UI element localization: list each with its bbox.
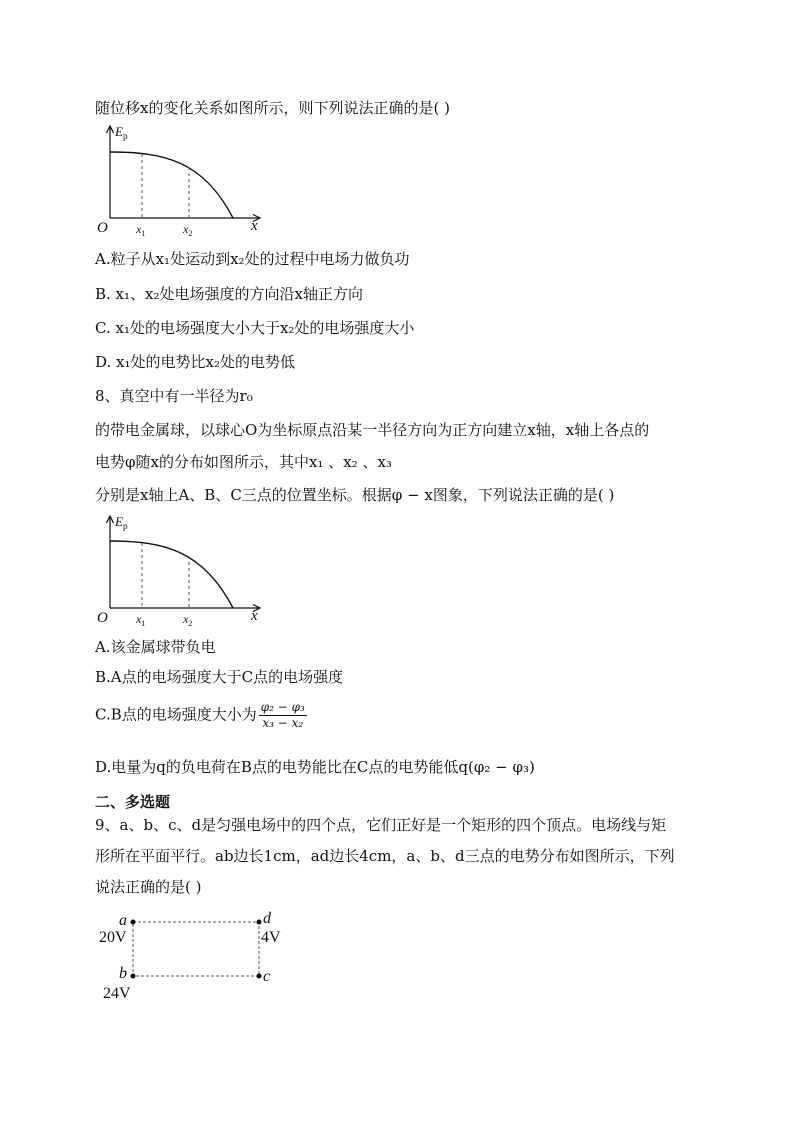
- x-axis-label: x: [251, 218, 258, 234]
- point-d: [257, 920, 262, 925]
- q7-option-b: B. x₁、x₂处电场强度的方向沿x轴正方向: [95, 285, 363, 303]
- fraction-denominator: x₃ − x₂: [262, 716, 304, 730]
- q7-option-c: C. x₁处的电场强度大小大于x₂处的电场强度大小: [95, 319, 415, 337]
- x2-label: $x_2$: [183, 612, 193, 628]
- y-axis-label: $E_p$: [115, 124, 128, 141]
- point-a: [131, 920, 136, 925]
- label-a: a: [119, 912, 127, 929]
- q8-option-b: B.A点的电场强度大于C点的电场强度: [95, 668, 344, 686]
- q7-option-d: D. x₁处的电势比x₂处的电势低: [95, 353, 295, 371]
- label-b: b: [119, 965, 127, 982]
- q9-stem-1: 9、a、b、c、d是匀强电场中的四个点，它们正好是一个矩形的四个顶点。电场线与矩: [95, 816, 667, 834]
- x2-label: $x_2$: [183, 222, 193, 238]
- dashed-rectangle: [133, 922, 259, 976]
- q7-ep-x-graph: [88, 120, 278, 240]
- q9-stem-2: 形所在平面平行。ab边长1cm，ad边长4cm，a、b、d三点的电势分布如图所示，下列: [95, 847, 675, 865]
- q8-option-d: D.电量为q的负电荷在B点的电势能比在C点的电势能低q(φ₂ − φ₃): [95, 758, 535, 776]
- ep-curve: [110, 541, 233, 608]
- point-b: [131, 974, 136, 979]
- origin-label: O: [97, 610, 108, 626]
- q8-option-c-fraction: [259, 700, 307, 731]
- q9-stem-3: 说法正确的是( ): [95, 878, 202, 896]
- q8-option-c-prefix: C.B点的电场强度大小为: [95, 705, 257, 724]
- y-axis-label: $E_p$: [115, 514, 128, 531]
- q8-stem-2: 的带电金属球，以球心O为坐标原点沿某一半径方向为正方向建立x轴，x轴上各点的: [95, 421, 650, 439]
- point-c: [257, 974, 262, 979]
- q7-stem: 随位移x的变化关系如图所示，则下列说法正确的是( ): [95, 99, 450, 117]
- label-d-voltage: 4V: [261, 929, 281, 946]
- ep-curve: [110, 152, 233, 218]
- fraction-numerator: φ₂ − φ₃: [260, 700, 305, 714]
- q8-stem-4: 分别是x轴上A、B、C三点的位置坐标。根据φ − x图象，下列说法正确的是( ): [95, 486, 615, 504]
- q7-option-a: A.粒子从x₁处运动到x₂处的过程中电场力做负功: [95, 250, 410, 268]
- x1-label: $x_1$: [136, 222, 146, 238]
- q8-stem-3: 电势φ随x的分布如图所示，其中x₁ 、x₂ 、x₃: [95, 453, 392, 471]
- q9-rectangle-figure: [95, 908, 295, 1008]
- q8-option-a: A.该金属球带负电: [95, 638, 216, 656]
- label-a-voltage: 20V: [99, 929, 127, 946]
- x1-label: $x_1$: [136, 612, 146, 628]
- section-title: 二、多选题: [95, 793, 171, 811]
- q8-stem-1: 8、真空中有一半径为r₀: [95, 387, 253, 405]
- q8-phi-x-graph: [88, 510, 278, 630]
- label-b-voltage: 24V: [103, 985, 131, 1002]
- x-axis-label: x: [251, 608, 258, 624]
- q8-option-c: [95, 700, 307, 731]
- label-d: d: [263, 910, 271, 927]
- origin-label: O: [97, 220, 108, 236]
- label-c: c: [263, 968, 271, 985]
